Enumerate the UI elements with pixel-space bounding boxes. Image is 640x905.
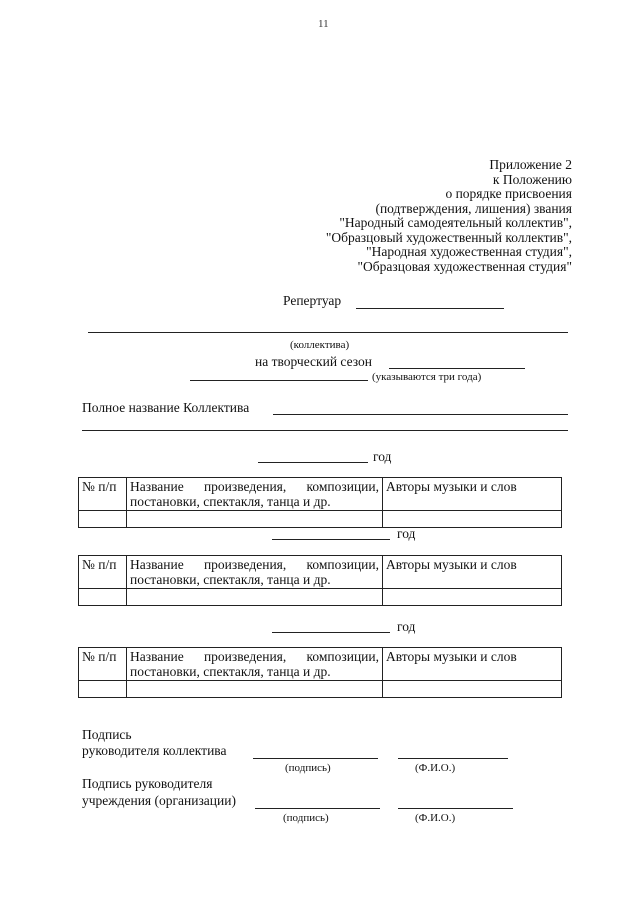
repertoire-label: Репертуар (283, 293, 342, 308)
table-cell[interactable] (127, 511, 383, 528)
appendix-line: (подтверждения, лишения) звания (375, 200, 572, 216)
col-title-header: Название произведения, композиции, постановки, спектакля, танца и др. (127, 648, 383, 681)
years-blank (190, 380, 368, 381)
table-header-row (79, 556, 562, 589)
col-authors-header: Авторы музыки и слов (383, 556, 562, 589)
full-name-blank-2 (82, 430, 568, 431)
table-cell[interactable] (383, 589, 562, 606)
table-header-row (79, 648, 562, 681)
collective-blank (88, 332, 568, 333)
org-fio-blank (398, 808, 513, 809)
page-number: 11 (318, 18, 329, 30)
appendix-header (326, 158, 572, 274)
table-header-row (79, 478, 562, 511)
org-signature-label-1: Подпись руководителя (82, 776, 213, 791)
repertoire-table (78, 555, 562, 606)
col-authors-header: Авторы музыки и слов (383, 648, 562, 681)
repertoire-blank (356, 308, 504, 309)
col-authors-header: Авторы музыки и слов (383, 478, 562, 511)
collective-caption: (коллектива) (290, 339, 350, 351)
year-label: год (373, 449, 392, 464)
col-num-header: № п/п (79, 648, 127, 681)
appendix-line: Приложение 2 (489, 157, 572, 172)
head-signature-blank (253, 758, 378, 759)
season-label: на творческий сезон (255, 354, 372, 369)
year-blank (272, 632, 390, 633)
year-blank (272, 539, 390, 540)
full-name-blank (273, 414, 568, 415)
appendix-line: "Народная художественная студия", (366, 244, 572, 259)
year-blank (258, 462, 368, 463)
years-note: (указываются три года) (372, 371, 482, 383)
head-fio-blank (398, 758, 508, 759)
appendix-line: "Народный самодеятельный коллектив", (339, 215, 572, 230)
appendix-line: к Положению (492, 171, 572, 187)
col-num-header: № п/п (79, 478, 127, 511)
table-row (79, 681, 562, 698)
season-blank (389, 368, 525, 369)
table-cell[interactable] (79, 511, 127, 528)
table-cell[interactable] (79, 681, 127, 698)
head-signature-label-2: руководителя коллектива (82, 743, 227, 758)
appendix-line: о порядке присвоения (445, 186, 572, 201)
org-signature-blank (255, 808, 380, 809)
table-row (79, 589, 562, 606)
appendix-line: "Образцовый художественный коллектив", (325, 229, 572, 245)
col-num-header: № п/п (79, 556, 127, 589)
col-title-header: Название произведения, композиции, постановки, спектакля, танца и др. (127, 556, 383, 589)
org-signature-caption: (подпись) (283, 812, 329, 824)
head-signature-caption: (подпись) (285, 762, 331, 774)
repertoire-table (78, 647, 562, 698)
head-fio-caption: (Ф.И.О.) (415, 762, 456, 774)
repertoire-table (78, 477, 562, 528)
head-signature-label-1: Подпись (82, 727, 132, 742)
col-title-header: Название произведения, композиции, постановки, спектакля, танца и др. (127, 478, 383, 511)
year-label: год (397, 619, 416, 634)
org-signature-label-2: учреждения (организации) (82, 793, 236, 808)
org-fio-caption: (Ф.И.О.) (415, 812, 456, 824)
table-cell[interactable] (383, 511, 562, 528)
table-row (79, 511, 562, 528)
table-cell[interactable] (79, 589, 127, 606)
appendix-line: "Образцовая художественная студия" (357, 258, 572, 274)
full-name-label: Полное название Коллектива (82, 400, 250, 415)
table-cell[interactable] (127, 589, 383, 606)
year-label: год (397, 526, 416, 541)
table-cell[interactable] (383, 681, 562, 698)
table-cell[interactable] (127, 681, 383, 698)
